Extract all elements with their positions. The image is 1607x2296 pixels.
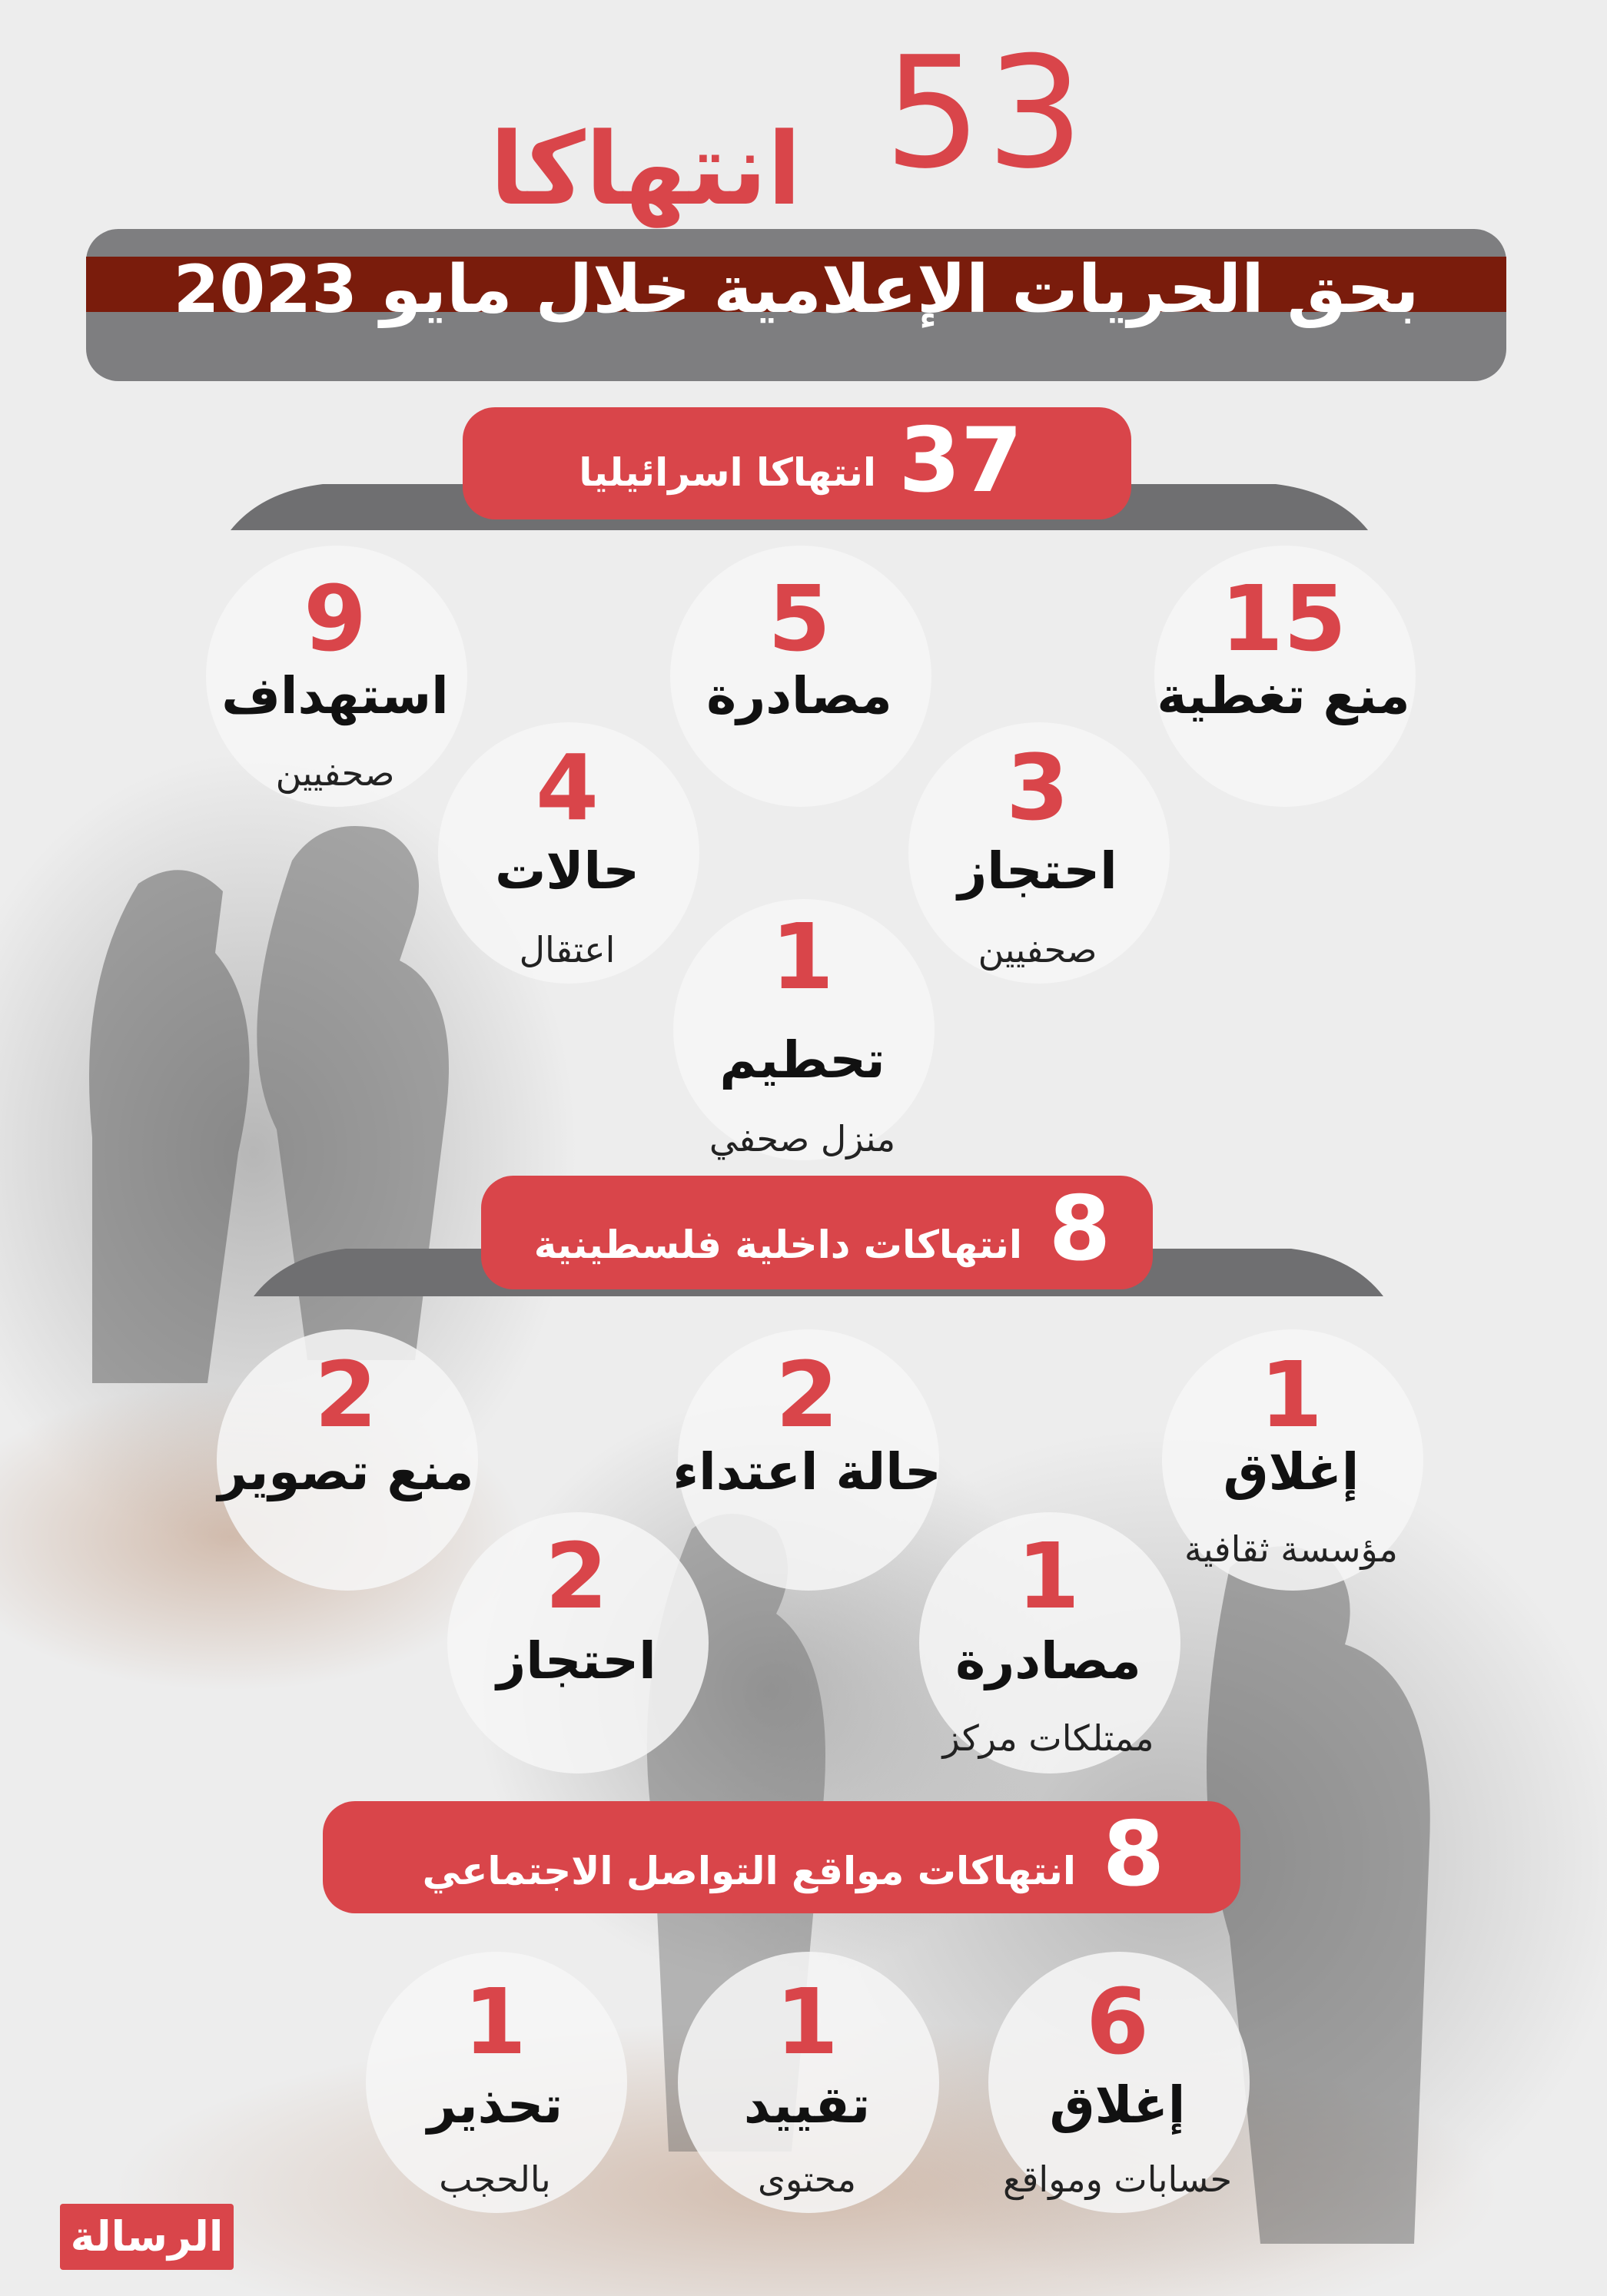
stat-number: 2 xyxy=(314,1342,378,1448)
stat-subtitle: مؤسسة ثقافية xyxy=(1184,1528,1398,1570)
section-1-label: انتهاكا اسرائيليا xyxy=(579,450,876,495)
total-count: 53 xyxy=(884,24,1089,203)
stat-number: 9 xyxy=(303,566,367,672)
stat-title: حالة اعتداء xyxy=(672,1442,941,1501)
stat-title: تحذير xyxy=(427,2075,563,2135)
stat-title: إغلاق xyxy=(1049,2075,1186,2135)
stat-title: منع تغطية xyxy=(1157,666,1410,725)
stat-number: 6 xyxy=(1085,1969,1150,2075)
stat-number: 1 xyxy=(1259,1342,1323,1448)
stat-subtitle: اعتقال xyxy=(519,929,616,970)
stat-number: 4 xyxy=(535,735,599,841)
stat-number: 2 xyxy=(544,1523,609,1629)
section-2-label: انتهاكات داخلية فلسطينية xyxy=(533,1223,1022,1267)
stat-title: تحطيم xyxy=(719,1030,885,1090)
section-2-count: 8 xyxy=(1048,1177,1111,1281)
stat-subtitle: منزل صحفي xyxy=(709,1118,896,1160)
brand-logo-text: الرسالة xyxy=(70,2212,224,2261)
stat-title: إغلاق xyxy=(1223,1442,1360,1501)
stat-subtitle: حسابات ومواقع xyxy=(1002,2158,1233,2200)
stat-title: مصادرة xyxy=(955,1631,1141,1690)
section-3-label: انتهاكات مواقع التواصل الاجتماعي xyxy=(422,1849,1076,1893)
stat-number: 15 xyxy=(1220,566,1347,672)
stat-number: 2 xyxy=(775,1342,839,1448)
stat-title: احتجاز xyxy=(958,841,1117,901)
stat-number: 1 xyxy=(775,1969,839,2075)
stat-subtitle: ممتلكات مركز xyxy=(942,1717,1154,1759)
stat-title: حالات xyxy=(495,841,639,901)
stat-subtitle: بالحجب xyxy=(439,2158,551,2200)
stat-number: 1 xyxy=(770,904,835,1010)
stat-title: منع تصوير xyxy=(217,1442,474,1501)
stat-number: 3 xyxy=(1005,735,1070,841)
total-word: انتهاكا xyxy=(490,111,802,227)
stat-title: مصادرة xyxy=(706,666,892,725)
stat-number: 5 xyxy=(767,566,832,672)
stat-title: احتجاز xyxy=(496,1631,656,1690)
stat-title: استهداف xyxy=(221,666,449,725)
stat-number: 1 xyxy=(463,1969,527,2075)
stat-subtitle: محتوى xyxy=(758,2158,856,2200)
stat-number: 1 xyxy=(1016,1523,1081,1629)
stat-subtitle: صحفيين xyxy=(275,752,395,794)
section-1-count: 37 xyxy=(898,409,1023,513)
stat-subtitle: صحفيين xyxy=(978,929,1097,970)
subtitle: بحق الحريات الإعلامية خلال مايو 2023 xyxy=(173,251,1419,328)
section-3-count: 8 xyxy=(1102,1803,1165,1906)
stat-title: تقييد xyxy=(743,2075,871,2135)
